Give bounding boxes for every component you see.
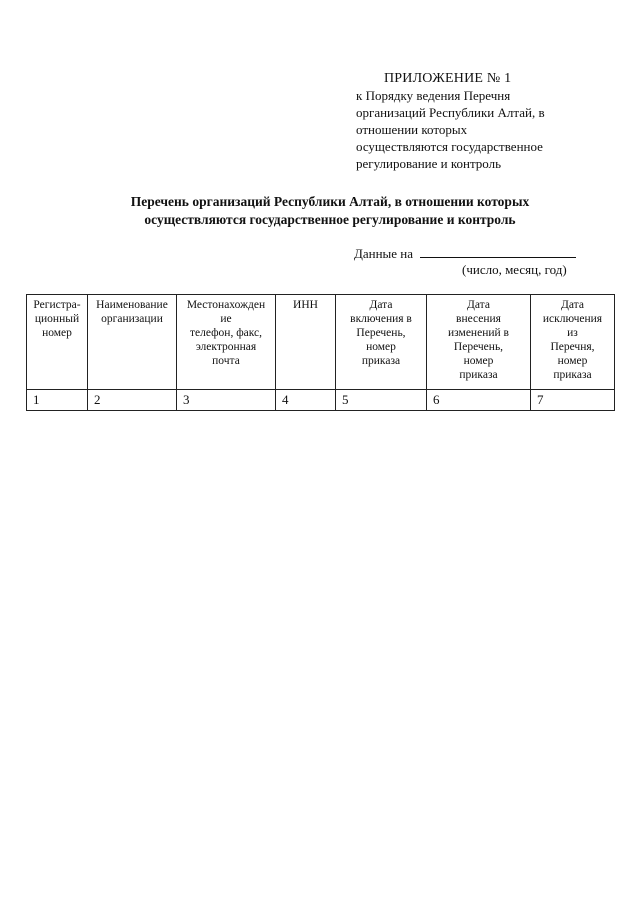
- document-title-line: осуществляются государственное регулирование и контроль: [144, 212, 516, 227]
- appendix-title: ПРИЛОЖЕНИЕ № 1: [384, 71, 512, 86]
- column-number: 4: [276, 390, 336, 411]
- organizations-table: [26, 294, 615, 411]
- appendix-block: [356, 70, 606, 172]
- column-number: 6: [427, 390, 531, 411]
- appendix-line: организаций Республики Алтай, в: [356, 105, 545, 120]
- column-number: 7: [531, 390, 615, 411]
- header-reg-number: Регистра- ционный номер: [27, 295, 88, 390]
- header-location: Местонахожден ие телефон, факс, электронная почта: [177, 295, 276, 390]
- date-blank-line: [420, 245, 576, 258]
- appendix-line: осуществляются государственное: [356, 139, 543, 154]
- column-number: 1: [27, 390, 88, 411]
- header-inn: ИНН: [276, 295, 336, 390]
- column-number: 3: [177, 390, 276, 411]
- table-row: [27, 390, 615, 411]
- appendix-line: отношении которых: [356, 122, 468, 137]
- header-inclusion-date: Дата включения в Перечень, номер приказа: [336, 295, 427, 390]
- date-hint: (число, месяц, год): [462, 262, 567, 277]
- appendix-line: регулирование и контроль: [356, 156, 502, 171]
- document-title: [20, 193, 640, 229]
- date-field: [354, 245, 576, 262]
- header-change-date: Дата внесения изменений в Перечень, номер приказа: [427, 295, 531, 390]
- date-label: Данные на: [354, 246, 414, 261]
- column-number: 5: [336, 390, 427, 411]
- document-title-line: Перечень организаций Республики Алтай, в отношении которых: [130, 194, 530, 209]
- appendix-line: к Порядку ведения Перечня: [356, 88, 511, 103]
- table-header-row: [27, 295, 615, 390]
- header-exclusion-date: Дата исключения из Перечня, номер приказа: [531, 295, 615, 390]
- header-org-name: Наименование организации: [88, 295, 177, 390]
- column-number: 2: [88, 390, 177, 411]
